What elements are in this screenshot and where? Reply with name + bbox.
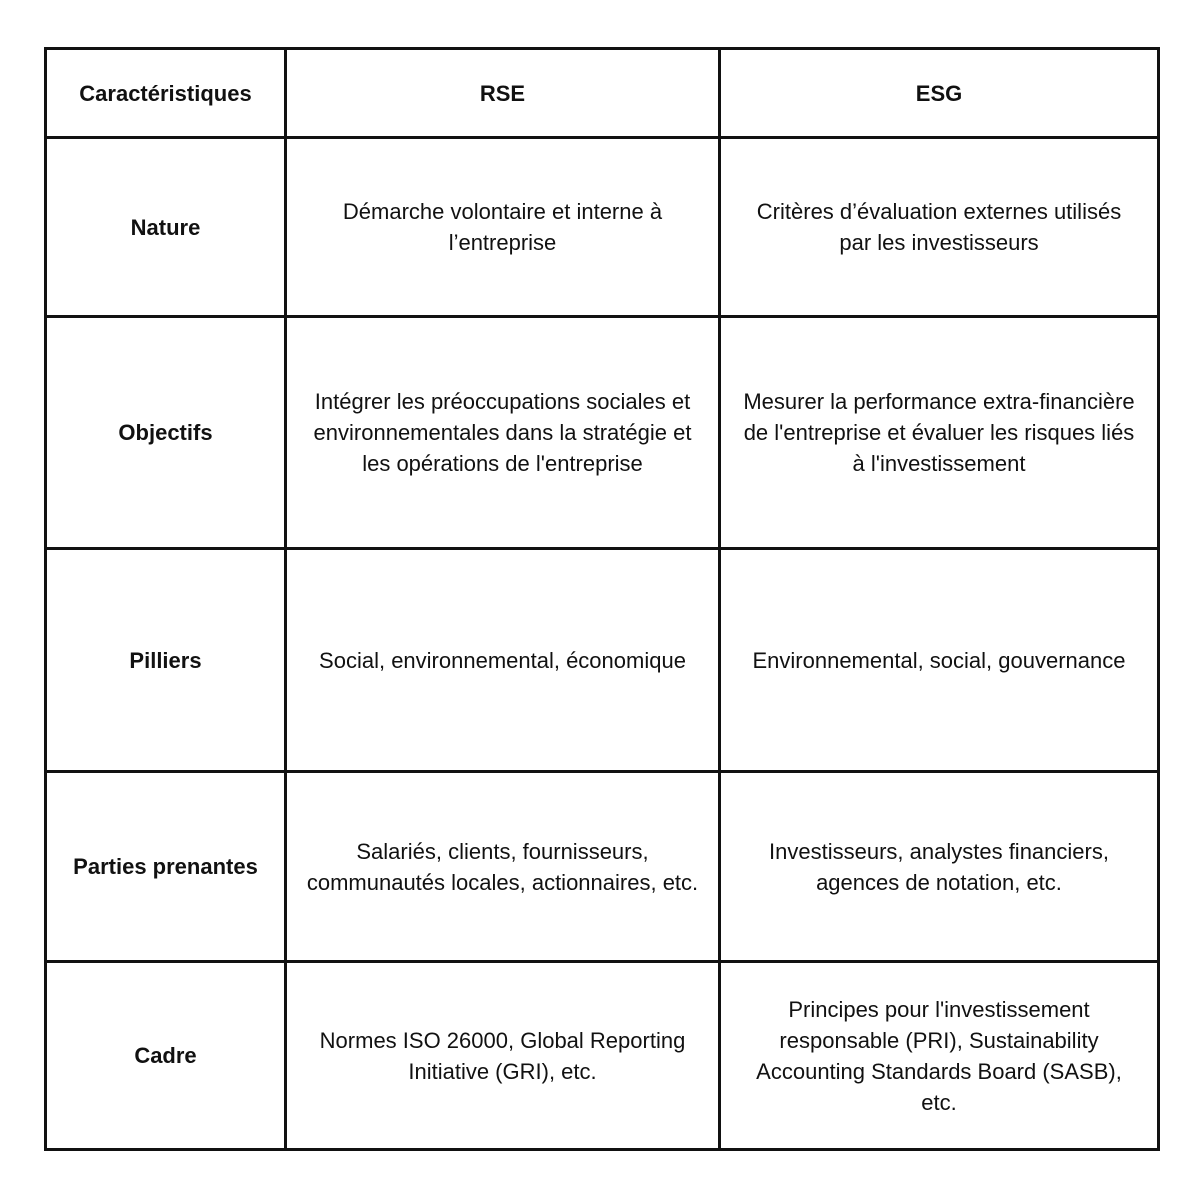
- cell-esg: Mesurer la performance extra-financière de l'entreprise et évaluer les risques liés à l'investissement: [720, 317, 1159, 549]
- cell-rse: Intégrer les préoccupations sociales et environnementales dans la stratégie et les opérations de l'entreprise: [286, 317, 720, 549]
- table-row: [46, 317, 1159, 549]
- table-row: [46, 549, 1159, 772]
- table-row: [46, 772, 1159, 962]
- header-rse: RSE: [286, 49, 720, 138]
- header-esg: ESG: [720, 49, 1159, 138]
- cell-esg: Environnemental, social, gouvernance: [720, 549, 1159, 772]
- cell-esg: Critères d’évaluation externes utilisés par les investisseurs: [720, 138, 1159, 317]
- header-characteristics: Caractéristiques: [46, 49, 286, 138]
- cell-rse: Normes ISO 26000, Global Reporting Initiative (GRI), etc.: [286, 962, 720, 1150]
- cell-rse: Démarche volontaire et interne à l’entreprise: [286, 138, 720, 317]
- header-row: [46, 49, 1159, 138]
- table-row: [46, 138, 1159, 317]
- cell-rse: Salariés, clients, fournisseurs, communautés locales, actionnaires, etc.: [286, 772, 720, 962]
- cell-esg: Principes pour l'investissement responsable (PRI), Sustainability Accounting Standards Board (SASB), etc.: [720, 962, 1159, 1150]
- comparison-table: [44, 47, 1160, 1151]
- cell-rse: Social, environnemental, économique: [286, 549, 720, 772]
- row-label-nature: Nature: [46, 138, 286, 317]
- row-label-parties-prenantes: Parties prenantes: [46, 772, 286, 962]
- row-label-cadre: Cadre: [46, 962, 286, 1150]
- row-label-pilliers: Pilliers: [46, 549, 286, 772]
- table-row: [46, 962, 1159, 1150]
- row-label-objectifs: Objectifs: [46, 317, 286, 549]
- cell-esg: Investisseurs, analystes financiers, agences de notation, etc.: [720, 772, 1159, 962]
